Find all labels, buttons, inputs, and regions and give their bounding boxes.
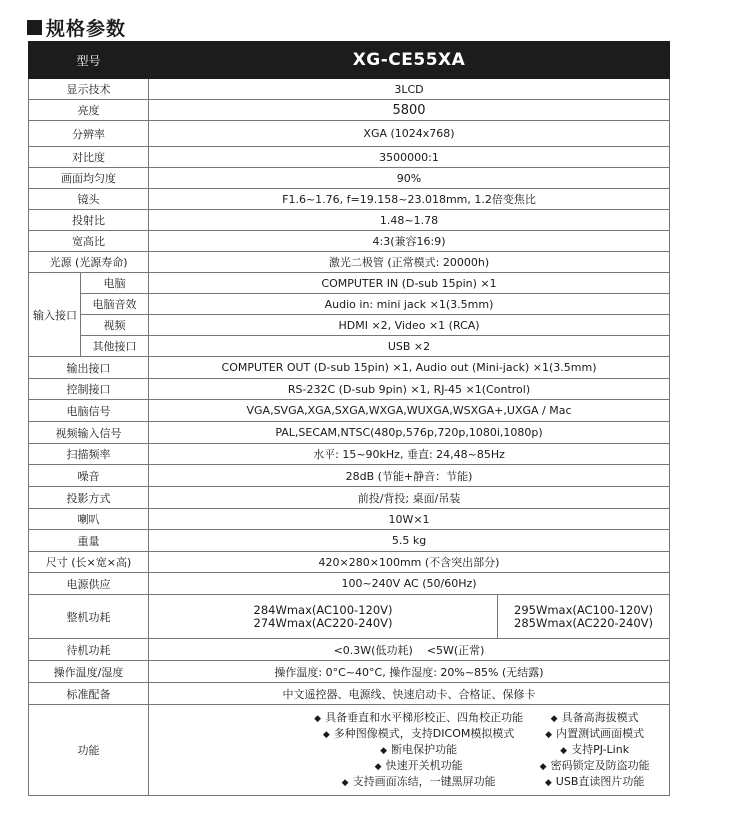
spec-value: <0.3W(低功耗) <5W(正常) — [149, 639, 670, 661]
spec-row-output — [29, 357, 670, 379]
bullet-icon: ◆ — [380, 746, 388, 756]
input-sub-label: 视频 — [81, 315, 149, 336]
feature-item: ◆ USB直读图片功能 — [544, 775, 645, 788]
bullet-icon: ◆ — [539, 762, 547, 772]
spec-row-operating-env — [29, 661, 670, 683]
spec-label: 标准配备 — [29, 683, 149, 705]
spec-row-display-tech — [29, 79, 670, 100]
feature-item: ◆ 具备高海拔模式 — [550, 711, 639, 724]
spec-row-input-computer — [29, 273, 670, 294]
feature-item: ◆ 具备垂直和水平梯形校正、四角校正功能 — [314, 711, 524, 724]
spec-label: 分辨率 — [29, 121, 149, 147]
spec-label: 噪音 — [29, 465, 149, 487]
spec-label: 宽高比 — [29, 231, 149, 252]
spec-label: 输出接口 — [29, 357, 149, 379]
spec-row-projection — [29, 487, 670, 509]
power-left-line1: 284Wmax(AC100-120V) — [253, 602, 393, 617]
bullet-icon: ◆ — [545, 730, 553, 740]
feature-item: ◆ 支持PJ-Link — [560, 743, 630, 756]
spec-row-standby — [29, 639, 670, 661]
heading-title: 规格参数 — [46, 17, 127, 40]
model-label: 型号 — [29, 42, 149, 79]
spec-row-throw-ratio — [29, 210, 670, 231]
features-right-list — [524, 710, 665, 790]
spec-value: PAL,SECAM,NTSC(480p,576p,720p,1080i,1080p) — [149, 422, 670, 444]
spec-label: 视频输入信号 — [29, 422, 149, 444]
spec-label: 镜头 — [29, 189, 149, 210]
power-right-line2: 285Wmax(AC220-240V) — [514, 615, 653, 630]
spec-value: HDMI ×2, Video ×1 (RCA) — [149, 315, 670, 336]
spec-value: 28dB (节能+静音：节能) — [149, 465, 670, 487]
spec-label: 整机功耗 — [29, 595, 149, 639]
spec-label: 亮度 — [29, 100, 149, 121]
spec-label: 操作温度/湿度 — [29, 661, 149, 683]
spec-row-power-consumption — [29, 595, 670, 639]
spec-value: 3LCD — [149, 79, 670, 100]
spec-label: 重量 — [29, 530, 149, 552]
features-cell — [149, 705, 670, 796]
spec-row-power-supply — [29, 573, 670, 595]
spec-label: 画面均匀度 — [29, 168, 149, 189]
spec-label: 待机功耗 — [29, 639, 149, 661]
bullet-icon: ◆ — [544, 778, 552, 788]
heading-square-icon — [27, 20, 42, 35]
spec-value: 3500000:1 — [149, 147, 670, 168]
spec-row-speaker — [29, 509, 670, 530]
feature-item: ◆ 快速开关机功能 — [374, 759, 463, 772]
model-value: XG-CE55XA — [149, 42, 670, 79]
spec-value: 1.48~1.78 — [149, 210, 670, 231]
spec-value: USB ×2 — [149, 336, 670, 357]
input-group-label: 输入接口 — [29, 273, 81, 357]
spec-row-brightness — [29, 100, 670, 121]
spec-value: RS-232C (D-sub 9pin) ×1, RJ-45 ×1(Control) — [149, 379, 670, 400]
feature-item: ◆ 断电保护功能 — [380, 743, 458, 756]
bullet-icon: ◆ — [314, 714, 322, 724]
spec-row-scan-freq — [29, 444, 670, 465]
spec-row-accessories — [29, 683, 670, 705]
spec-value: VGA,SVGA,XGA,SXGA,WXGA,WUXGA,WSXGA+,UXGA / Mac — [149, 400, 670, 422]
feature-item: ◆ 多种图像模式，支持DICOM模拟模式 — [322, 727, 515, 740]
spec-value: 水平: 15~90kHz, 垂直: 24,48~85Hz — [149, 444, 670, 465]
feature-item: ◆ 内置测试画面模式 — [545, 727, 645, 740]
spec-value: Audio in: mini jack ×1(3.5mm) — [149, 294, 670, 315]
spec-row-uniformity — [29, 168, 670, 189]
bullet-icon: ◆ — [374, 762, 382, 772]
spec-value: 5800 — [149, 100, 670, 121]
bullet-icon: ◆ — [560, 746, 568, 756]
spec-label: 电源供应 — [29, 573, 149, 595]
spec-value: COMPUTER IN (D-sub 15pin) ×1 — [149, 273, 670, 294]
spec-value: F1.6~1.76, f=19.158~23.018mm, 1.2倍变焦比 — [149, 189, 670, 210]
spec-row-pc-signal — [29, 400, 670, 422]
spec-label: 功能 — [29, 705, 149, 796]
spec-value: 5.5 kg — [149, 530, 670, 552]
spec-row-control — [29, 379, 670, 400]
spec-row-noise — [29, 465, 670, 487]
spec-row-input-other — [29, 336, 670, 357]
spec-label: 控制接口 — [29, 379, 149, 400]
spec-label: 电脑信号 — [29, 400, 149, 422]
spec-value: 90% — [149, 168, 670, 189]
spec-value: 中文遥控器、电源线、快速启动卡、合格证、保修卡 — [149, 683, 670, 705]
spec-row-weight — [29, 530, 670, 552]
input-sub-label: 电脑 — [81, 273, 149, 294]
spec-value: 前投/背投; 桌面/吊装 — [149, 487, 670, 509]
spec-row-resolution — [29, 121, 670, 147]
spec-row-input-audio — [29, 294, 670, 315]
power-left-line2: 274Wmax(AC220-240V) — [253, 615, 393, 630]
spec-value: 操作温度: 0°C~40°C, 操作湿度: 20%~85% (无结露) — [149, 661, 670, 683]
features-left-list — [153, 710, 524, 790]
spec-value: 10W×1 — [149, 509, 670, 530]
spec-row-light-source — [29, 252, 670, 273]
spec-label: 尺寸 (长×宽×高) — [29, 552, 149, 573]
spec-value: 420×280×100mm (不含突出部分) — [149, 552, 670, 573]
spec-value: 100~240V AC (50/60Hz) — [149, 573, 670, 595]
spec-row-contrast — [29, 147, 670, 168]
bullet-icon: ◆ — [322, 730, 330, 740]
spec-table — [28, 41, 670, 796]
spec-row-dimensions — [29, 552, 670, 573]
spec-row-input-video — [29, 315, 670, 336]
spec-label: 投影方式 — [29, 487, 149, 509]
power-right-line1: 295Wmax(AC100-120V) — [514, 602, 653, 617]
spec-label: 显示技术 — [29, 79, 149, 100]
bullet-icon: ◆ — [341, 778, 349, 788]
spec-value: COMPUTER OUT (D-sub 15pin) ×1, Audio out (Mini-jack) ×1(3.5mm) — [149, 357, 670, 379]
spec-row-aspect — [29, 231, 670, 252]
spec-label: 光源 (光源寿命) — [29, 252, 149, 273]
power-left-values — [149, 595, 498, 639]
power-right-values — [498, 595, 670, 639]
spec-row-features — [29, 705, 670, 796]
feature-item: ◆ 密码锁定及防盗功能 — [539, 759, 650, 772]
spec-value: 4:3(兼容16:9) — [149, 231, 670, 252]
spec-label: 喇叭 — [29, 509, 149, 530]
input-sub-label: 电脑音效 — [81, 294, 149, 315]
model-row — [29, 42, 670, 79]
spec-row-lens — [29, 189, 670, 210]
spec-value: XGA (1024x768) — [149, 121, 670, 147]
spec-label: 扫描频率 — [29, 444, 149, 465]
spec-heading — [27, 13, 126, 41]
spec-label: 投射比 — [29, 210, 149, 231]
feature-item: ◆ 支持画面冻结，一键黑屏功能 — [341, 775, 496, 788]
spec-value: 激光二极管 (正常模式: 20000h) — [149, 252, 670, 273]
bullet-icon: ◆ — [550, 714, 558, 724]
spec-row-video-signal — [29, 422, 670, 444]
spec-label: 对比度 — [29, 147, 149, 168]
input-sub-label: 其他接口 — [81, 336, 149, 357]
